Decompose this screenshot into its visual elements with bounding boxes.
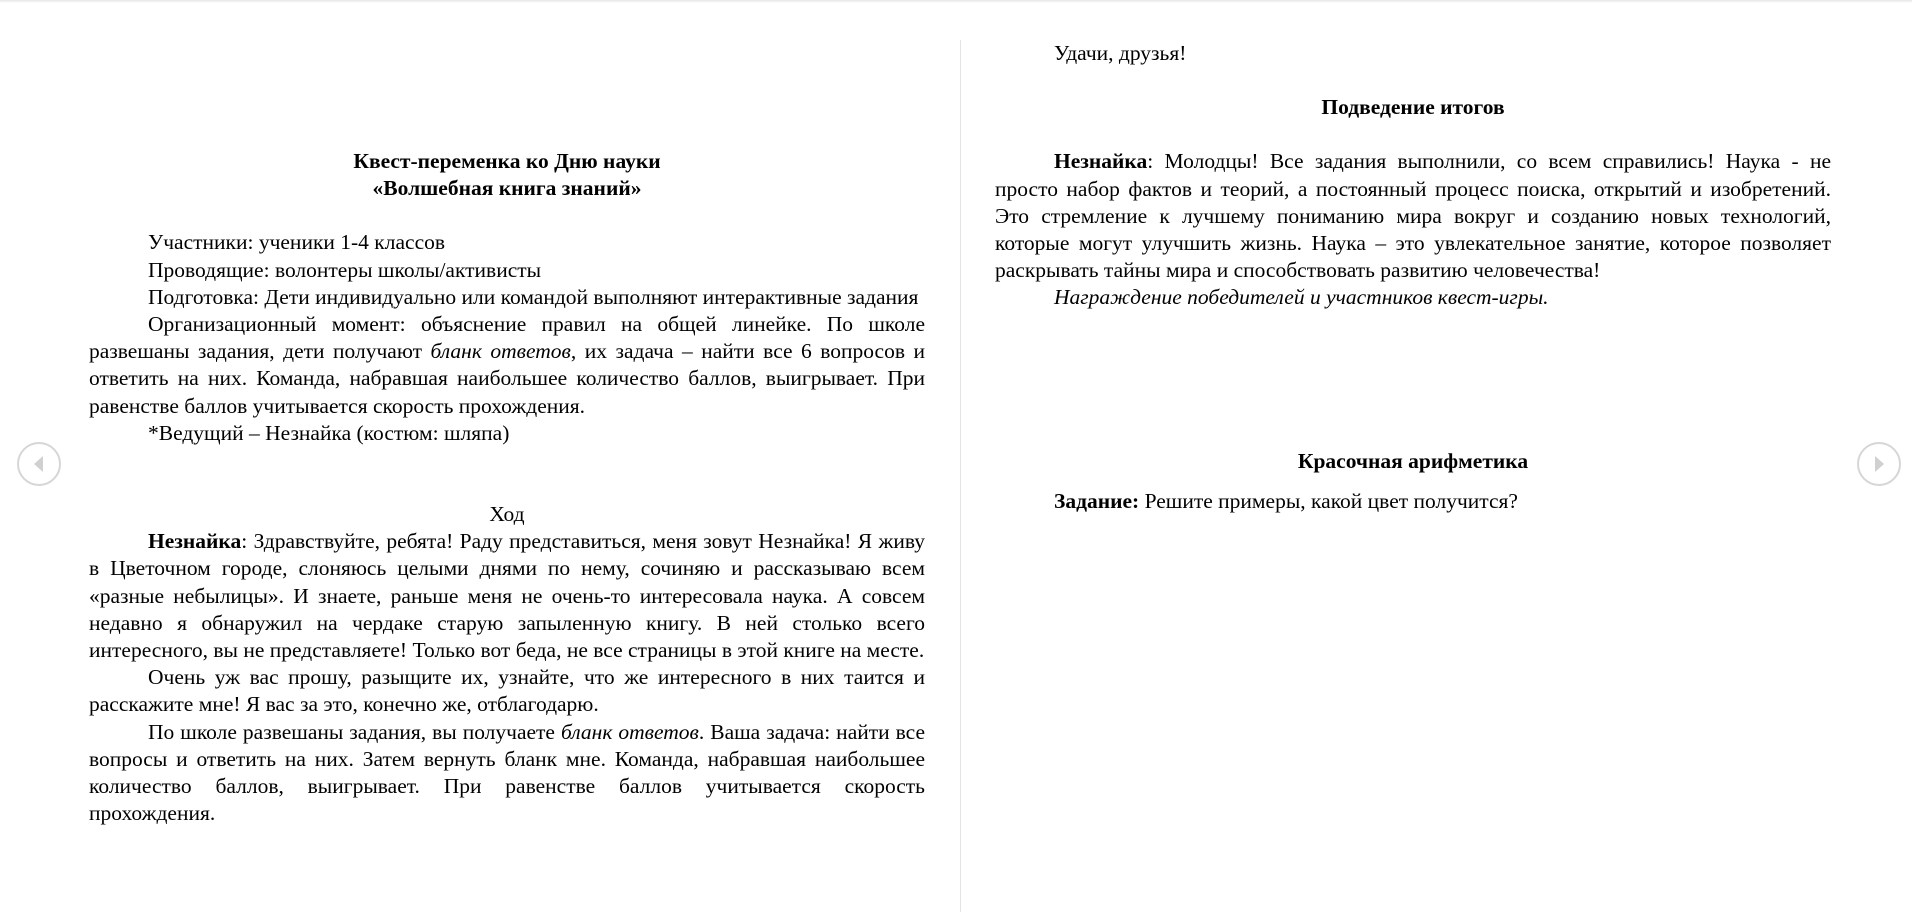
document-title-line2: «Волшебная книга знаний»: [372, 176, 642, 201]
answer-sheet-term: бланк ответов: [430, 339, 571, 364]
good-luck-line: Удачи, друзья!: [1054, 41, 1187, 65]
page-divider: [960, 40, 961, 912]
document-page-right: [995, 40, 1831, 515]
host-note: *Ведущий – Незнайка (костюм: шляпа): [148, 420, 510, 445]
final-speech-paragraph: Незнайка: Молодцы! Все задания выполнили, со всем справились! Наука - не просто набор фактов и теорий, а постоянный процесс поиска, открытий и изобретений. Это стремление к лучшему пониманию мира вокруг и созданию новых технологий, которые могут улучшить жизнь. Наука – это увлекательное занятие, которое позволяет раскрывать тайны мира и способствовать развитию человечества!: [995, 149, 1831, 283]
speech-paragraph-3: По школе развешаны задания, вы получаете бланк ответов. Ваша задача: найти все вопросы и ответить на них. Затем вернуть бланк мне. Команда, набравшая наибольшее количество баллов, выигрывает. При равенстве баллов учитывается скорость прохождения.: [89, 719, 926, 826]
speech-paragraph-2: Очень уж вас прошу, разыщите их, узнайте, что же интересного в них таится и расскажите мне! Я вас за это, конечно же, отблагодарю.: [89, 665, 925, 717]
chevron-right-icon: [1871, 454, 1887, 474]
section-heading-progress: Ход: [489, 502, 525, 527]
previous-page-button[interactable]: [17, 442, 61, 486]
summary-heading: Подведение итогов: [1321, 95, 1505, 120]
task-line: Задание: Решите примеры, какой цвет получится?: [1054, 488, 1518, 513]
answer-sheet-term: бланк ответов: [560, 719, 699, 744]
chevron-left-icon: [31, 454, 47, 474]
awarding-line: Награждение победителей и участников квест-игры.: [1054, 285, 1549, 310]
participants-line: Участники: ученики 1-4 классов: [148, 230, 446, 255]
task-label: Задание:: [1054, 488, 1140, 513]
hosts-line: Проводящие: волонтеры школы/активисты: [148, 257, 542, 282]
speaker-name: Незнайка: [148, 529, 242, 554]
task-heading: Красочная арифметика: [1297, 448, 1529, 473]
preparation-line: Подготовка: Дети индивидуально или командой выполняют интерактивные задания: [148, 284, 919, 309]
viewer-top-edge: [0, 0, 1912, 3]
document-title-line1: Квест-переменка ко Дню науки: [353, 149, 661, 173]
speech-paragraph-1: Незнайка: Здравствуйте, ребята! Раду представиться, меня зовут Незнайка! Я живу в Цветочном городе, слоняюсь целыми днями по нему, сочиняю и рассказываю всем «разные небылицы». И знаете, раньше меня не очень-то интересовала наука. А совсем недавно я обнаружил на чердаке старую запыленную книгу. В ней столько всего интересного, вы не представляете! Только вот беда, не все страницы в этой книге на месте.: [89, 529, 925, 663]
speaker-name: Незнайка: [1054, 149, 1148, 174]
document-page-left: [89, 40, 925, 827]
next-page-button[interactable]: [1857, 442, 1901, 486]
organizational-moment-paragraph: Организационный момент: объяснение правил на общей линейке. По школе развешаны задания, дети получают бланк ответов, их задача – найти все 6 вопросов и ответить на них. Команда, набравшая наибольшее количество баллов, выигрывает. При равенстве баллов учитывается скорость прохождения.: [89, 312, 925, 418]
